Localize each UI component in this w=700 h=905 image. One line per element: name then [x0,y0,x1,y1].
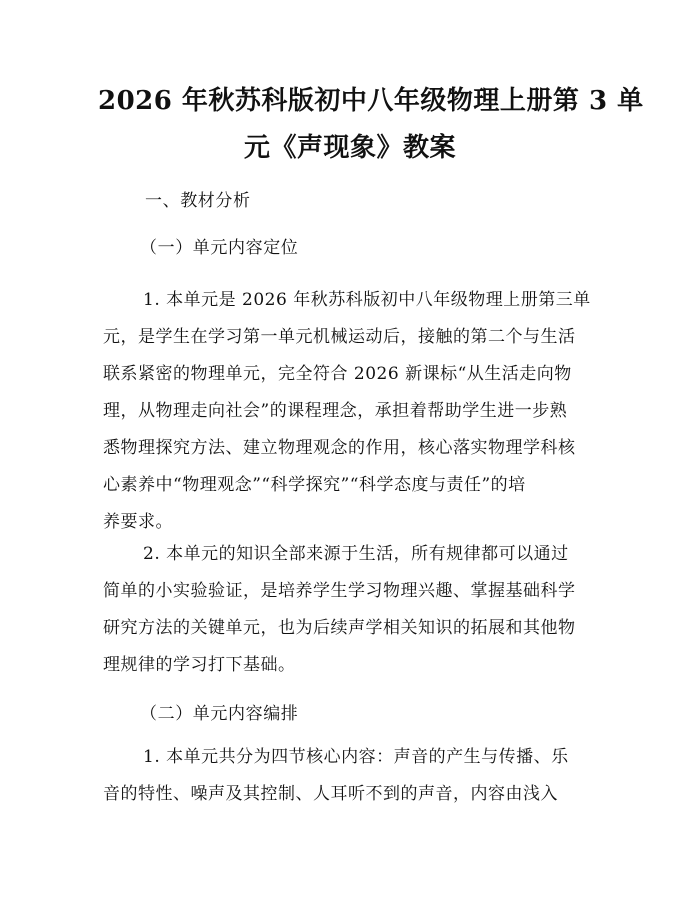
section-heading-textbook-analysis: 一、教材分析 [145,191,251,211]
text-line: 理，从物理走向社会”的课程理念，承担着帮助学生进一步熟 [103,401,568,421]
paragraph-unit-positioning-1 [103,290,599,549]
text-line: 养要求。 [103,512,173,532]
text-line: 联系紧密的物理单元，完全符合 2026 新课标“从生活走向物 [103,364,572,384]
text-line: 元，是学生在学习第一单元机械运动后，接触的第二个与生活 [103,327,576,347]
text-line: 理规律的学习打下基础。 [103,655,296,675]
text-line: 1. 本单元共分为四节核心内容：声音的产生与传播、乐 [143,747,569,767]
text-line: 悉物理探究方法、建立物理观念的作用，核心落实物理学科核 [103,438,576,458]
text-line: 心素养中“物理观念”“科学探究”“科学态度与责任”的培 [103,475,526,495]
paragraph-unit-positioning-2 [103,544,599,692]
paragraph-unit-arrangement-1 [103,747,599,821]
subsection-heading-unit-arrangement: （二）单元内容编排 [140,704,299,724]
document-title-line-1: 2026 年秋苏科版初中八年级物理上册第 3 单 [98,86,644,116]
text-line: 音的特性、噪声及其控制、人耳听不到的声音，内容由浅入 [103,784,558,804]
document-title-line-2: 元《声现象》教案 [243,133,456,163]
text-line: 简单的小实验验证，是培养学生学习物理兴趣、掌握基础科学 [103,581,576,601]
text-line: 2. 本单元的知识全部来源于生活，所有规律都可以通过 [143,544,569,564]
text-line: 研究方法的关键单元，也为后续声学相关知识的拓展和其他物 [103,618,576,638]
subsection-heading-unit-positioning: （一）单元内容定位 [140,238,299,258]
text-line: 1. 本单元是 2026 年秋苏科版初中八年级物理上册第三单 [143,290,591,310]
